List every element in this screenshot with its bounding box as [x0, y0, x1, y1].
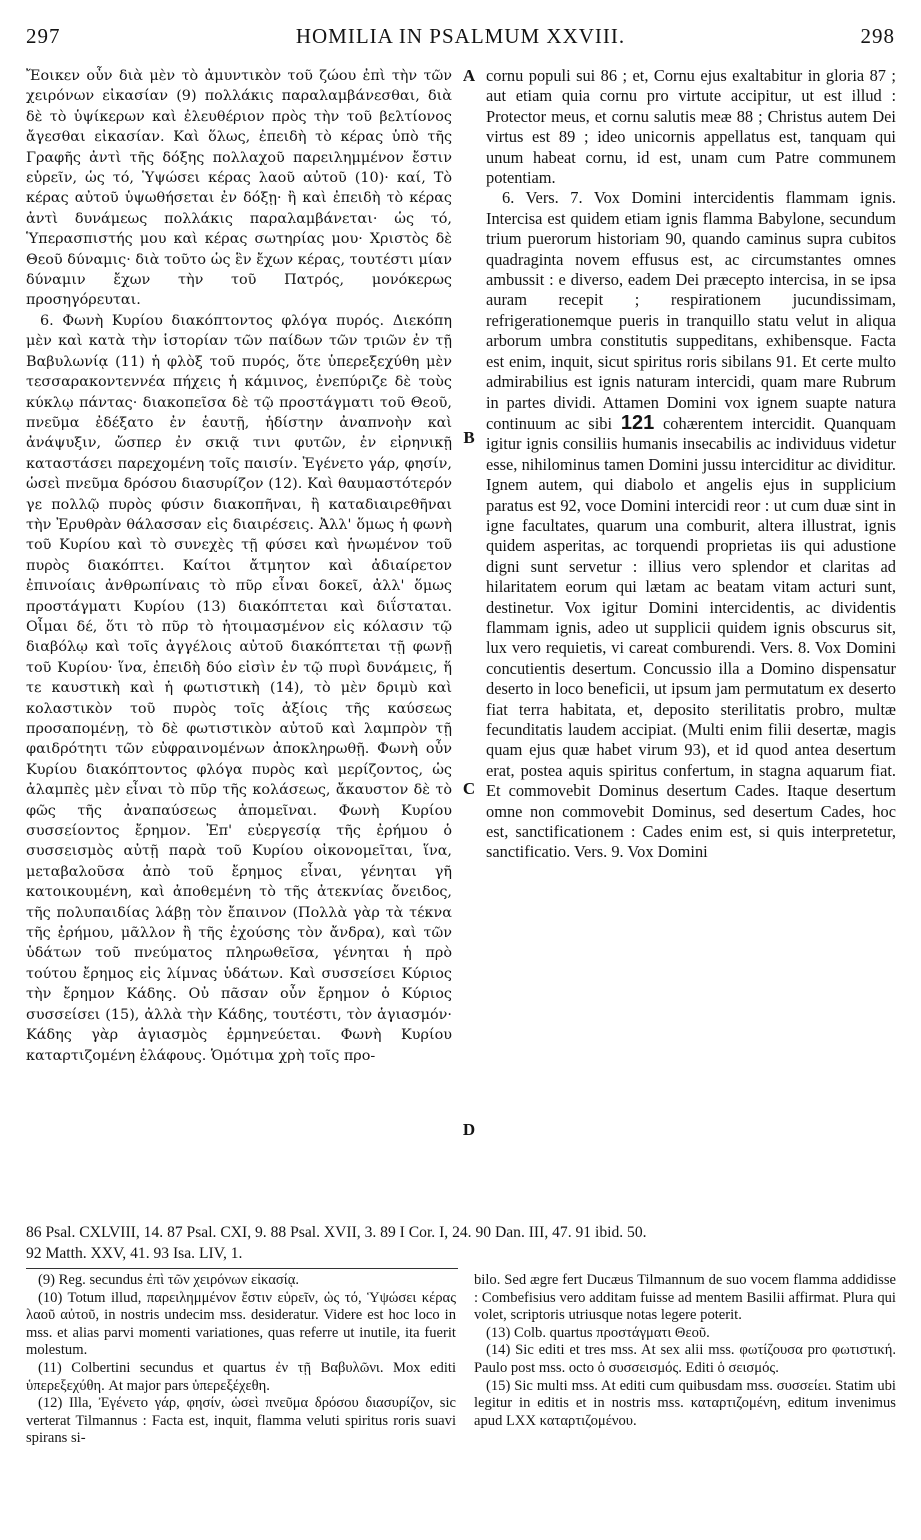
page-number-left: 297: [26, 24, 61, 48]
latin-paragraph: cornu populi sui 86 ; et, Cornu ejus exaltabitur in gloria 87 ; aut etiam quia cornu pro virtute accipitur, ut est illud : Protector meus, et cornu salutis meæ 88 ; Christus autem Dei virtus est 89 ; ideo unicornis appellatus est, tanquam qui unum habeat cornu, id est, unam cum Patre communem potentiam.: [486, 66, 896, 188]
latin-text: 6. Vers. 7. Vox Domini intercidentis flammam ignis. Intercisa est quidem etiam ignis flamma Babylone, secundum trium puerorum historiam 90, quando caminus supra cubitos quadraginta novem effusus est, ac circumstantes omnes ambussit : e diverso, eadem Dei præcepto intercisa, in se ipsa auram recepit ; respirationem jucundissimam, refrigerationemque pueris in tranquillo statu velut in aliqua arborum umbra constitutis suppeditans, exhibensque. Facta est enim, inquit, sicut spiritus roris sibilans 91. Et certe multo admirabilius est ignis naturam intercidi, quam mare Rubrum in partes dividi. Attamen Domini vox ignem suapte natura continuum ac sibi: [486, 188, 896, 433]
reference-line: 86 Psal. CXLVIII, 14. 87 Psal. CXI, 9. 88 Psal. XVII, 3. 89 I Cor. I, 24. 90 Dan. III, 47. 91 ibid. 50.: [26, 1224, 647, 1241]
section-letter-c: C: [462, 779, 476, 798]
footnote: (10) Totum illud, παρειλημμένον ἔστιν εὑρεῖν, ὡς τό, Ὑψώσει κέρας λαοῦ αὐτοῦ, in nostris undecim mss. desideratur. Videre est hoc loco in mss. et alias parvi momenti variationes, quas referre ut inutile, ita fuerit molestum.: [26, 1289, 456, 1359]
footnote: (12) Illa, Ἐγένετο γάρ, φησίν, ὡσεὶ πνεῦμα δρόσου διασυρίζον, sic verterat Tilmannus : Facta est, inquit, flamma veluti spiritus roris suavi spirans si-: [26, 1395, 456, 1447]
footnote-rule: [26, 1268, 458, 1269]
section-letters: [452, 66, 486, 1224]
margin-number: 121: [620, 411, 655, 434]
footnote: bilo. Sed ægre fert Ducæus Tilmannum de suo vocem flamma addidisse : Combefisius vero additam fuisse ad mentem Basilii affirmat. Plura qui volet, scriptoris utriusque notas legere poterit.: [474, 1272, 896, 1324]
latin-text-column: [486, 66, 896, 1224]
footnotes-right: [474, 1272, 896, 1528]
greek-paragraph: Ἔοικεν οὖν διὰ μὲν τὸ ἀμυντικὸν τοῦ ζώου ἐπὶ τὴν τῶν χειρόνων εἰκασίαν (9) πολλάκις παραλαμβάνεσθαι, διὰ δὲ τὸ ὑψίκερων καὶ ἐλευθέριον πρὸς τὴν τοῦ βελτίονος ἄγεσθαι εἰκασίαν. Καὶ ὅλως, ἐπειδὴ τὸ κέρας ὑπὸ τῆς Γραφῆς ἀντὶ τῆς δόξης πολλαχοῦ παρειλημμένον ἔστιν εὑρεῖν, ὡς τό, Ὑψώσει κέρας λαοῦ αὐτοῦ (10)· καί, Τὸ κέρας αὐτοῦ ὑψωθήσεται ἐν δόξῃ· ἢ καὶ ἐπειδὴ τὸ κέρας ἀντὶ δυνάμεως πολλάκις παραλαμβάνεται· ὡς τό, Ὑπερασπιστής μου καὶ κέρας σωτηρίας μου· Χριστὸς δὲ Θεοῦ δύναμις· διὰ τοῦτο ὡς ἓν ἔχων κέρας, τουτέστι μίαν δύναμιν ἔχων τὴν τοῦ Πατρός, μονόκερως προσηγόρευται.: [26, 68, 452, 309]
section-letter-a: A: [462, 66, 476, 85]
section-letter-b: B: [463, 428, 475, 447]
footnote: (15) Sic multi mss. At editi cum quibusdam mss. συσσείει. Statim ubi legitur in editis et in nostris mss. καταρτιζομένη, editum invenimus apud LXX καταρτιζομένου.: [474, 1377, 896, 1429]
greek-paragraph: 6. Φωνὴ Κυρίου διακόπτοντος φλόγα πυρός. Διεκόπη μὲν καὶ κατὰ τὴν ἱστορίαν τῶν παίδων τῶν τριῶν ἐν τῇ Βαβυλωνίᾳ (11) ἡ φλὸξ τοῦ πυρός, ὅτε ὑπερεξεχύθη μὲν τεσσαρακοντεννέα πήχεις ἡ κάμινος, ἐνεπύριζε δὲ τοὺς κύκλῳ πάντας· διακοπεῖσα δὲ τῷ προστάγματι τοῦ Θεοῦ, πνεῦμα ἐδέξατο ἐν ἑαυτῇ, ἡδίστην ἀναπνοὴν καὶ ἀνάψυξιν, ὥσπερ ἐν σκιᾷ τινι φυτῶν, ἐν εἰρηνικῇ καταστάσει παρεχομένη τοῖς παισίν. Ἐγένετο γάρ, φησίν, ὡσεὶ πνεῦμα δρόσου διασυρίζον (12). Καὶ θαυμαστότερόν γε πολλῷ πυρὸς φύσιν διακοπῆναι, ἢ καταδιαιρεθῆναι τὴν Ἐρυθρὰν θάλασσαν εἰς διαιρέσεις. Ἀλλ' ὅμως ἡ φωνὴ τοῦ Κυρίου καὶ τὸ συνεχὲς τῇ φύσει καὶ ἡνωμένον τοῦ πυρὸς διακόπτει. Καίτοι ἄτμητον καὶ ἀδιαίρετον ἐπινοίαις ἀνθρωπίναις τὸ πῦρ εἶναι δοκεῖ, ἀλλ' ὅμως προστάγματι Κυρίου (13) διακόπτεται καὶ διΐσταται. Οἶμαι δέ, ὅτι τὸ πῦρ τὸ ἡτοιμασμένον εἰς κόλασιν τῷ διαβόλῳ καὶ τοῖς ἀγγέλοις αὐτοῦ διακόπτεται τῇ φωνῇ τοῦ Κυρίου· ἵνα, ἐπειδὴ δύο εἰσὶν ἐν τῷ πυρὶ δυνάμεις, ἥ τε καυστικὴ καὶ ἡ φωτιστικὴ (14), τὸ μὲν δριμὺ καὶ κολαστικὸν τοῦ πυρὸς τοῖς ἀξίοις τῆς καύσεως προσαπομένῃ, τὸ δὲ φωτιστικὸν αὐτοῦ καὶ λαμπρὸν τῇ φαιδρότητι τῶν εὐφραινομένων ἀποκληρωθῇ. Φωνὴ οὖν Κυρίου διακόπτοντος φλόγα πυρὸς καὶ μερίζοντος, ὡς ἀλαμπὲς μὲν εἶναι τὸ πῦρ τῆς κολάσεως, ἄκαυστον δὲ τὸ φῶς τῆς ἀναπαύσεως ἀπομεῖναι. Φωνὴ Κυρίου συσσείοντος ἔρημον. Ἐπ' εὐεργεσίᾳ τῆς ἐρήμου ὁ συσσεισμὸς αὐτῇ παρὰ τοῦ Κυρίου οἰκονομεῖται, ἵνα, μεταβαλοῦσα ἀπὸ τοῦ ἔρημος εἶναι, γένηται γῆ κατοικουμένη, καὶ ἀποθεμένη τὸ τῆς ἀτεκνίας ὄνειδος, τῆς πολυπαιδίας λάβῃ τὸν ἔπαινον (Πολλὰ γὰρ τὰ τέκνα τῆς ἐρήμου, μᾶλλον ἢ τῆς ἐχούσης τὸν ἄνδρα), καὶ τῶν ὑδάτων τοῦ πνεύματος πληρωθεῖσα, γένηται ἡ πρὸ τούτου ἔρημος εἰς λίμνας ὑδάτων. Καὶ συσσείσει Κύριος τὴν ἔρημον Κάδης. Οὐ πᾶσαν οὖν ἔρημον ὁ Κύριος συσσείσει (15), ἀλλὰ τὴν Κάδης, τουτέστι, τὸν ἁγιασμόν· Κάδης γὰρ ἁγιασμὸς ἑρμηνεύεται. Φωνὴ Κυρίου καταρτιζομένη ἐλάφους. Ὁμότιμα χρὴ τοῖς προ-: [26, 312, 452, 1064]
footnote: (14) Sic editi et tres mss. At sex alii mss. φωτίζουσα pro φωτιστική. Paulo post mss. octo ὁ συσσεισμός. Editi ὁ σεισμός.: [474, 1342, 896, 1376]
greek-text-column: [26, 66, 452, 1224]
footnote: (9) Reg. secundus ἐπὶ τῶν χειρόνων εἰκασίᾳ.: [38, 1272, 299, 1288]
latin-paragraph: [486, 188, 896, 862]
section-letter-d: D: [462, 1120, 476, 1139]
footnote: (13) Colb. quartus προστάγματι Θεοῦ.: [486, 1324, 710, 1341]
running-head: [26, 24, 895, 52]
footnotes-left: [26, 1272, 456, 1528]
scripture-references: [26, 1222, 895, 1268]
footnote: (11) Colbertini secundus et quartus ἐν τῇ Βαβυλῶνι. Mox editi ὑπερεξεχύθη. At major pars ὑπερεξέχεθη.: [26, 1359, 456, 1394]
latin-text: cohærentem intercidit. Quanquam igitur ignis consiliis humanis insecabilis ac individuus videtur esse, nihilominus tamen Domini jussu interciditur ac dividitur. Ignem autem, qui diabolo et angelis ejus in supplicium paratus est 92, voce Domini intercidi reor : ut cum duæ sint in igne facultates, quarum una comburit, altera illustrat, ignis quidem asperitas, ac torquendi proprietas iis qui adustione digni sunt servetur : illius vero splendor et claritas ad hilaritatem eorum qui lætam ac beatam vitam acturi sunt, destinetur. Vox igitur Domini intercidentis, ac dividentis flammam ignis, adeo ut supplicii quidem ignis obscurus sit, lux vero requietis, vi careat comburendi. Vers. 8. Vox Domini concutientis desertum. Concussio illa a Domino dispensatur deserto in loco beneficii, ut ipsum jam permutatum ex deserto fiat terra habitata, et, deposito sterilitatis probro, multæ fecunditatis laudem accipiat. (Multi enim filii desertæ, magis quam ejus quæ habet virum 93), et id quod antea desertum erat, postea aquis spiritus confertum, in stagna aquarum fiat. Et commovebit Dominus desertum Cades. Itaque desertum omne non commovebit Dominus, sed desertum Cades, hoc est, sanctificationem : Cades enim est, si quis interpretetur, sanctificatio. Vers. 9. Vox Domini: [486, 413, 896, 862]
reference-line: 92 Matth. XXV, 41. 93 Isa. LIV, 1.: [26, 1245, 243, 1262]
running-title: HOMILIA IN PSALMUM XXVIII.: [295, 24, 626, 48]
page-number-right: 298: [860, 24, 895, 48]
